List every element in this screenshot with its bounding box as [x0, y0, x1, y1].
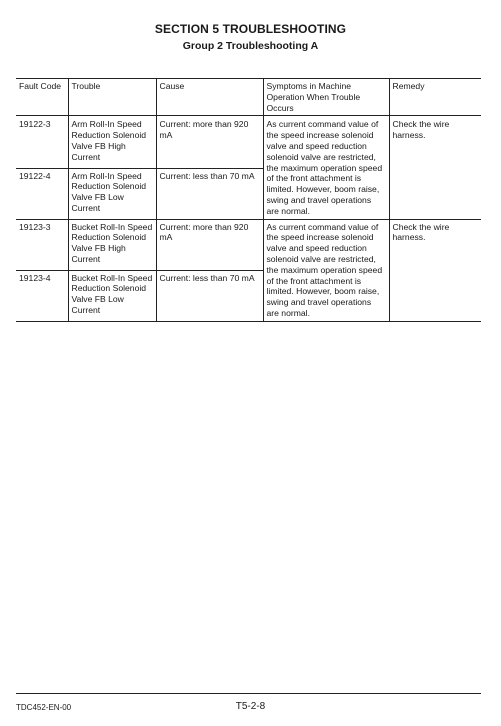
document-code: TDC452-EN-00	[16, 703, 72, 712]
column-header-symptoms: Symptoms in Machine Operation When Trouble Occurs	[263, 79, 389, 116]
trouble-cell: Bucket Roll-In Speed Reduction Solenoid Valve FB High Current	[68, 219, 156, 270]
group-title: Group 2 Troubleshooting A	[182, 40, 319, 52]
section-title: SECTION 5 TROUBLESHOOTING	[154, 22, 347, 36]
cause-cell: Current: less than 70 mA	[156, 270, 263, 321]
fault-code-cell: 19122-3	[19, 119, 51, 130]
cause-cell: Current: less than 70 mA	[156, 168, 263, 219]
footer-divider	[16, 693, 481, 694]
fault-code-cell: 19123-3	[16, 219, 68, 270]
table-row	[16, 116, 481, 168]
symptoms-cell: As current command value of the speed increase solenoid valve and speed reduction solenoid valve are restricted, the maximum operation speed of the front attachment is limited. However, boom raise, swing and travel operations are normal.	[263, 116, 389, 219]
cause-cell: Current: more than 920 mA	[156, 219, 263, 270]
remedy-cell: Check the wire harness.	[389, 219, 481, 321]
page-number: T5-2-8	[235, 701, 266, 712]
fault-code-cell: 19122-4	[16, 168, 68, 219]
trouble-cell: Arm Roll-In Speed Reduction Solenoid Valve FB High Current	[68, 116, 156, 168]
table-row	[16, 219, 481, 270]
column-header-trouble: Trouble	[68, 79, 156, 116]
cause-cell: Current: more than 920 mA	[156, 116, 263, 168]
trouble-cell: Arm Roll-In Speed Reduction Solenoid Valve FB Low Current	[68, 168, 156, 219]
trouble-cell: Bucket Roll-In Speed Reduction Solenoid Valve FB Low Current	[68, 270, 156, 321]
remedy-cell: Check the wire harness.	[389, 116, 481, 219]
fault-code-cell: 19123-4	[16, 270, 68, 321]
column-header-fault-code: Fault Code	[16, 79, 68, 116]
column-header-remedy: Remedy	[389, 79, 481, 116]
table-header-row	[16, 79, 481, 116]
troubleshooting-table	[16, 78, 481, 322]
column-header-cause: Cause	[156, 79, 263, 116]
symptoms-cell: As current command value of the speed increase solenoid valve and speed reduction solenoid valve are restricted, the maximum operation speed of the front attachment is limited. However, boom raise, swing and travel operations are normal.	[263, 219, 389, 321]
